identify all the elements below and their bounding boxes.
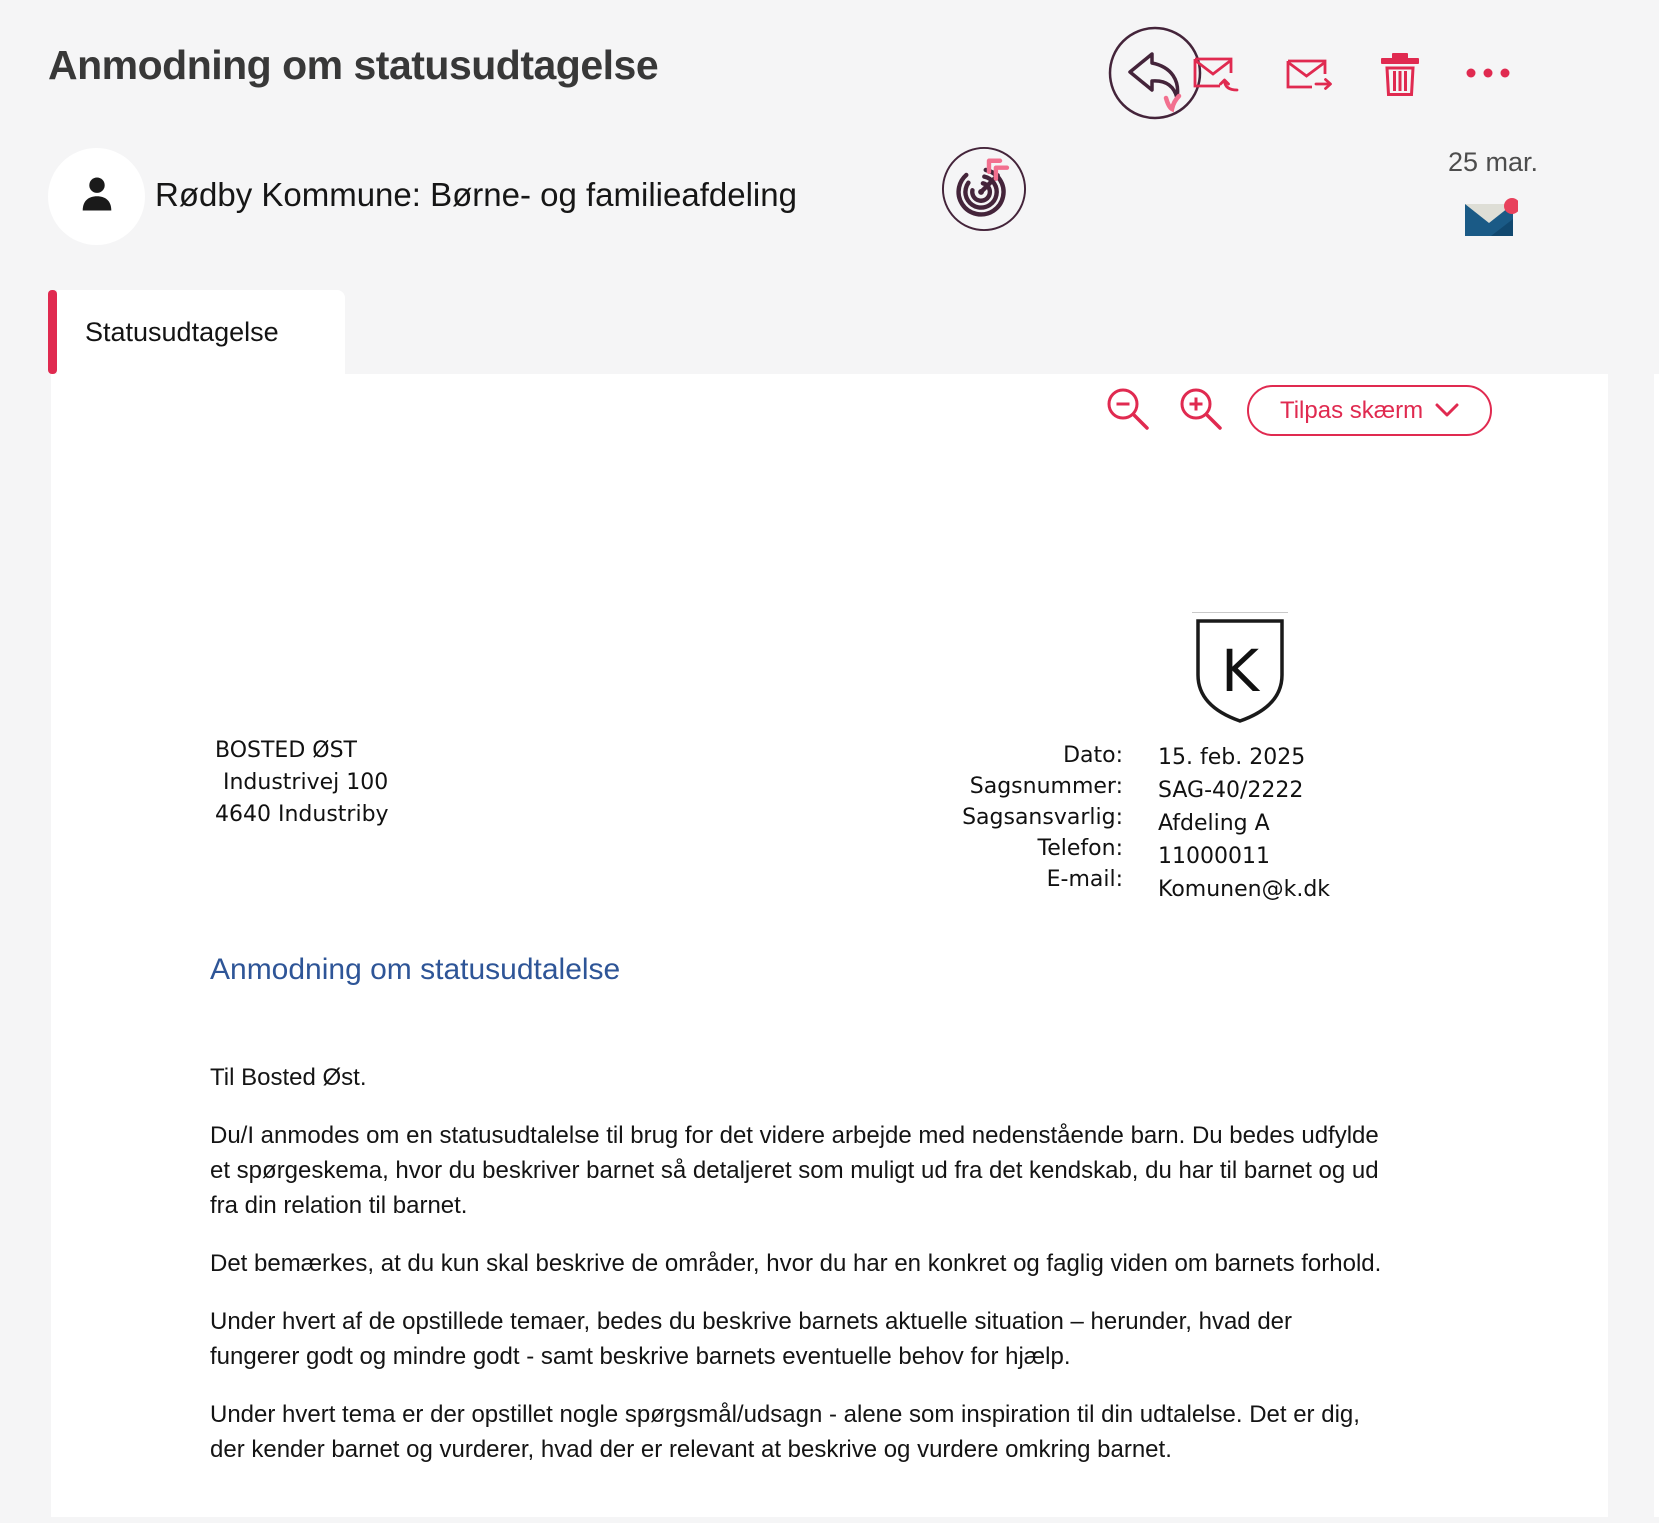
trash-icon [1379,85,1421,100]
municipality-shield-logo [1192,612,1288,732]
forward-mail-icon [1286,82,1334,97]
tab-statusudtagelse[interactable] [48,290,345,374]
more-actions-button[interactable] [1466,68,1510,78]
meta-label: E-mail: [1046,867,1123,892]
message-date: 25 mar. [1447,147,1538,177]
magnifier-plus-icon [1176,422,1226,437]
sender-name: Rødby Kommune: Børne- og familieafdeling [155,176,797,213]
case-metadata [771,740,1388,906]
letter-paragraph: Under hvert af de opstillede temaer, bedes du beskrive barnets aktuelle situation – herunder, hvad der fungerer godt og mindre godt - samt beskrive barnets eventuelle behov for hjælp. [210,1308,1293,1370]
fit-screen-label: Tilpas skærm [1279,396,1424,424]
zoom-in-button[interactable] [1176,384,1226,434]
recipient-line: 4640 Industriby [215,802,389,827]
meta-label: Sagsnummer: [969,774,1123,799]
meta-value: 11000011 [1158,844,1270,869]
delete-button[interactable] [1379,51,1421,97]
tab-active-bar [48,290,57,374]
meta-value: SAG-40/2222 [1158,778,1304,803]
shield-k-icon [1192,637,1288,731]
meta-label: Sagsansvarlig: [962,805,1123,830]
reply-mail-icon [1192,84,1240,99]
tab-label: Statusudtagelse [85,316,279,347]
ellipsis-icon [1466,66,1510,81]
meta-label: Telefon: [1037,836,1123,861]
meta-value: Afdeling A [1158,811,1270,836]
recipient-address-block [215,735,389,831]
chevron-down-icon [1435,397,1459,425]
reply-mail-button[interactable] [1192,54,1240,96]
meta-value: Komunen@k.dk [1158,877,1331,902]
document-viewer-panel [51,374,1608,1517]
letter-paragraph: Du/I anmodes om en statusudtalelse til brug for det videre arbejde med nedenstående barn. Du bedes udfylde et spørgeskema, hvor du beskriver barnet så detaljeret som muligt ud fra det kendskab, du har til barnet og ud fra din relation til barnet. [210,1122,1379,1219]
reply-button[interactable] [1108,26,1202,120]
scrollbar-track[interactable] [1654,374,1659,1517]
unread-mail-icon[interactable] [1464,197,1518,244]
reply-circle-icon [1108,108,1202,123]
sender-logo-icon [941,146,1027,232]
letter-paragraph: Under hvert tema er der opstillet nogle spørgsmål/udsagn - alene som inspiration til din udtalelse. Det er dig, der kender barnet og vurderer, hvad der er relevant at beskrive og vurdere omkring barnet. [210,1401,1360,1463]
case-metadata-labels [771,740,1123,906]
letter-paragraph: Det bemærkes, at du kun skal beskrive de områder, hvor du har en konkret og faglig viden om barnets forhold. [210,1250,1382,1277]
person-icon [75,172,119,221]
recipient-line: BOSTED ØST [215,738,357,763]
letter-heading: Anmodning om statusudtalelse [210,953,621,986]
meta-label: Dato: [1063,743,1123,768]
recipient-line: Industrivej 100 [223,770,389,795]
sender-avatar [48,148,145,245]
svg-text:K: K [1220,637,1260,705]
forward-mail-button[interactable] [1286,56,1334,94]
case-metadata-values [1158,740,1388,906]
letter-body [210,952,1382,1490]
letter-salutation: Til Bosted Øst. [210,1064,367,1091]
logo-top-line [1192,612,1288,613]
fit-screen-button[interactable] [1247,385,1492,436]
magnifier-minus-icon [1103,422,1153,437]
page-title: Anmodning om statusudtagelse [48,42,659,88]
zoom-out-button[interactable] [1103,384,1153,434]
meta-value: 15. feb. 2025 [1158,745,1306,770]
